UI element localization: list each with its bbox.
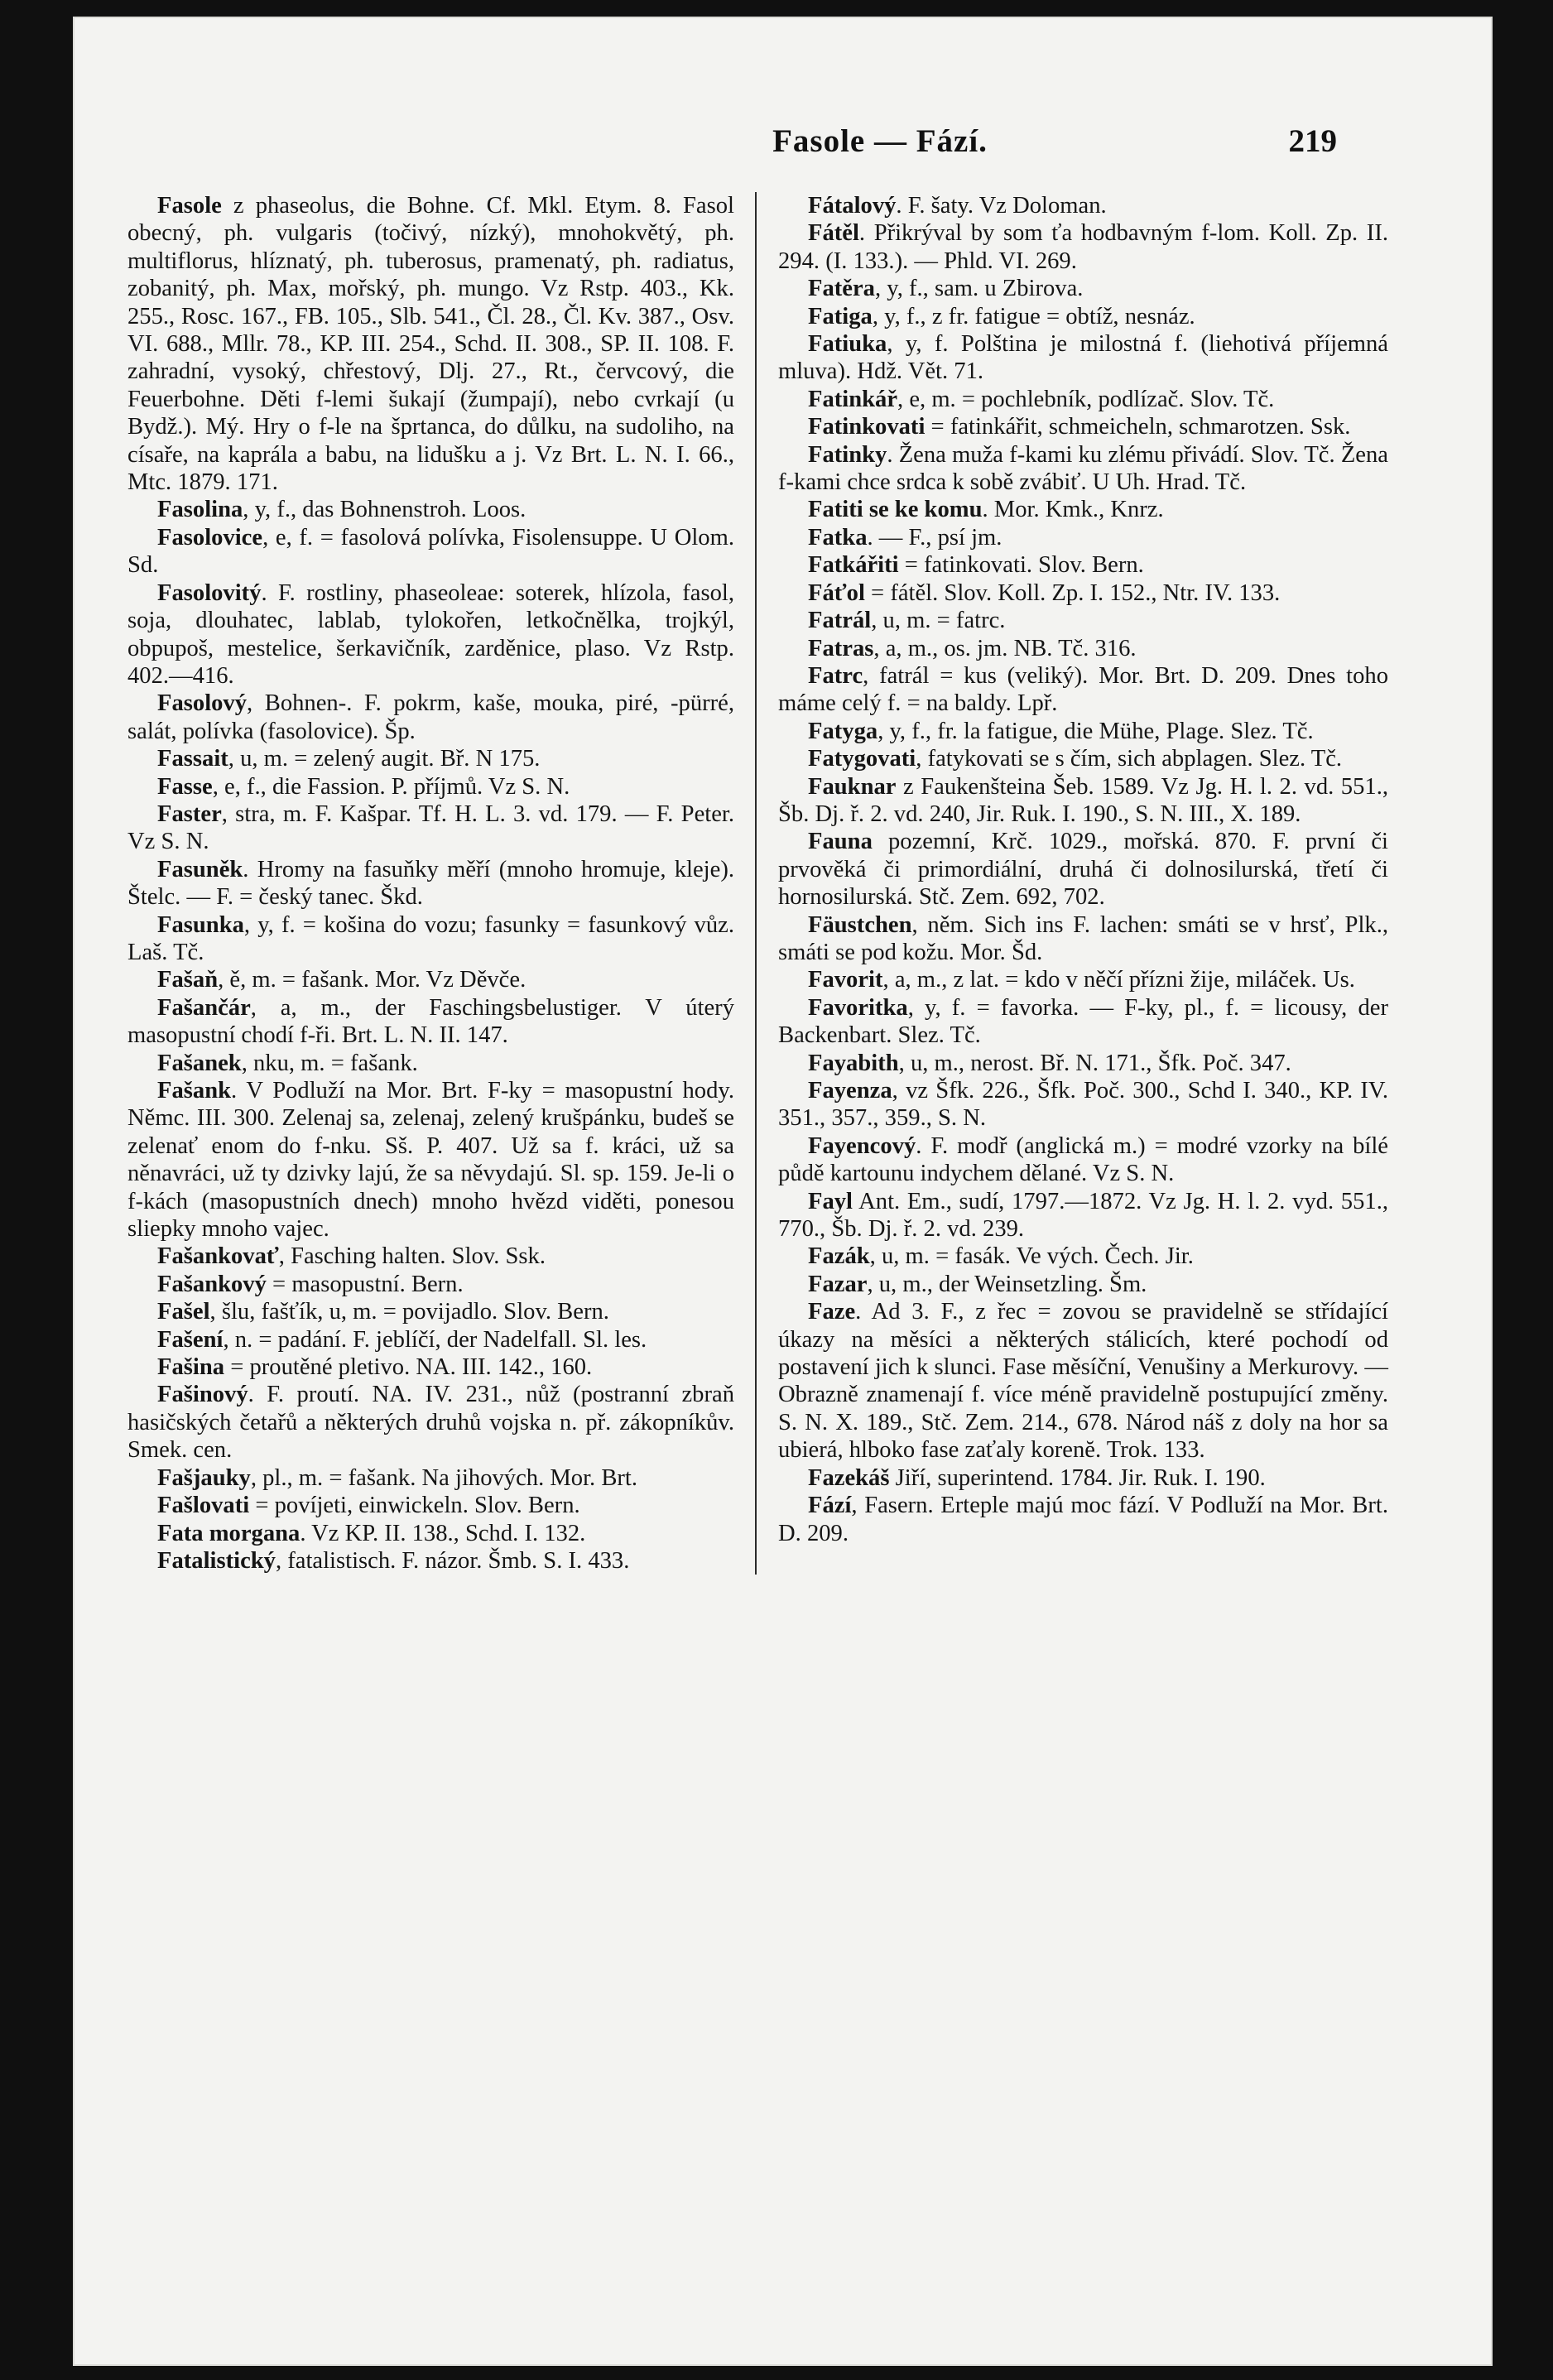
entry-definition: . F. proutí. NA. IV. 231., nůž (postranní zbraň hasičských četařů a některých druhů vojska n. př. zákopníkův. Smek. cen. [127,1382,734,1464]
entry-definition: . F. šaty. Vz Doloman. [896,193,1107,219]
dictionary-entry [778,607,1388,634]
entry-headword: Fasole [157,193,222,219]
dictionary-entry [778,441,1388,497]
entry-definition: , y, f., fr. la fatigue, die Mühe, Plage. Slez. Tč. [877,718,1314,744]
dictionary-entry [778,994,1388,1050]
entry-headword: Fasolovice [157,524,263,551]
entry-definition: . Přikrýval by som ťa hodbavným f-lom. Koll. Zp. II. 294. (I. 133.). — Phld. VI. 269. [778,220,1388,274]
entry-definition: , Fasern. Erteple majú moc fází. V Podluží na Mor. Brt. D. 209. [778,1493,1388,1546]
entry-definition: , Bohnen-. F. pokrm, kaše, mouka, piré, -pürré, salát, polívka (fasolovice). Šp. [127,690,734,744]
right-column [778,192,1388,1547]
dictionary-entry [127,1050,734,1077]
entry-definition: , u, m. = fatrc. [871,608,1006,634]
entry-headword: Fašančár [157,994,251,1021]
dictionary-entry [127,801,734,856]
entry-definition: , y, f. = košina do vozu; fasunky = fasunkový vůz. Laš. Tč. [127,911,734,965]
entry-definition: , e, f., die Fassion. P. příjmů. Vz S. N. [212,773,570,800]
entry-definition: = fatinkářit, schmeicheln, schmarotzen. Ssk. [925,414,1351,440]
entry-headword: Fata morgana [157,1520,301,1546]
dictionary-entry [127,1547,734,1575]
page-number: 219 [1288,123,1337,159]
dictionary-entry [127,773,734,801]
entry-headword: Fatiuka [808,331,887,358]
dictionary-entry [127,1271,734,1298]
dictionary-entry [778,662,1388,718]
entry-definition: . F. modř (anglická m.) = modré vzorky na bílé půdě kartounu indychem dělané. Vz S. N. [778,1132,1388,1187]
entry-definition: , a, m., der Faschingsbelustiger. V úterý masopustní chodí f-ři. Brt. L. N. II. 147. [127,994,734,1049]
entry-headword: Fayencový [808,1132,916,1159]
entry-headword: Fatinkovati [808,414,926,440]
entry-headword: Fašankovať [157,1243,279,1270]
dictionary-entry [127,1326,734,1353]
dictionary-entry [127,745,734,772]
entry-headword: Fašanek [157,1050,242,1076]
entry-definition: , ě, m. = fašank. Mor. Vz Děvče. [218,967,526,993]
entry-headword: Faze [808,1299,856,1325]
entry-headword: Favoritka [808,994,908,1021]
dictionary-entry [778,524,1388,551]
entry-definition: = proutěné pletivo. NA. III. 142., 160. [224,1354,593,1381]
dictionary-entry [778,1050,1388,1077]
entry-definition: , u, m. = zelený augit. Bř. N 175. [228,746,541,772]
dictionary-entry [778,718,1388,745]
entry-definition: , u, m., nerost. Bř. N. 171., Šfk. Poč. 347. [898,1050,1291,1076]
entry-definition: . F. rostliny, phaseoleae: soterek, hlízola, fasol, soja, dlouhatec, lablab, tylokořen, letkočnělka, trojkýl, obpupoš, mestelice, šerkavičník, zarděnice, plaso. Vz Rstp. 402.—416. [127,579,734,689]
entry-definition: . Mor. Kmk., Knrz. [982,497,1164,523]
dictionary-entry [127,1381,734,1464]
dictionary-entry [127,966,734,993]
entry-headword: Fasunka [157,911,244,938]
entry-definition: = masopustní. Bern. [266,1271,464,1297]
dictionary-entry [127,911,734,967]
entry-definition: pozemní, Krč. 1029., mořská. 870. F. první či prvověká či primordiální, druhá či dolnosilurská, třetí či hornosilurská. Stč. Zem. 692, 702. [778,829,1388,911]
entry-definition: , fatrál = kus (veliký). Mor. Brt. D. 209. Dnes toho máme celý f. = na baldy. Lpř. [778,662,1388,717]
dictionary-entry [127,1243,734,1270]
entry-definition: , y, f. = favorka. — F-ky, pl., f. = licousy, der Backenbart. Slez. Tč. [778,994,1388,1049]
entry-headword: Fasuněk [157,856,243,882]
entry-definition: , y, f., sam. u Zbirova. [874,276,1084,302]
entry-headword: Fatiga [808,303,873,329]
entry-headword: Fátěl [808,220,859,247]
dictionary-entry [778,911,1388,967]
entry-headword: Fašel [157,1299,210,1325]
entry-headword: Fašjauky [157,1464,251,1491]
dictionary-entry [127,1077,734,1243]
entry-definition: Ant. Em., sudí, 1797.—1872. Vz Jg. H. l. 2. vyd. 551., 770., Šb. Dj. ř. 2. vd. 239. [778,1188,1388,1243]
entry-headword: Fayl [808,1188,853,1214]
dictionary-entry [778,1077,1388,1132]
dictionary-entry [127,524,734,579]
entry-headword: Fazák [808,1243,870,1270]
entry-definition: = povíjeti, einwickeln. Slov. Bern. [249,1493,580,1519]
entry-definition: . V Podluží na Mor. Brt. F-ky = masopustní hody. Němc. III. 300. Zelenaj sa, zelenaj, zelený krušpánku, budeš se zelenať enom do f-nku. Sš. P. 407. Už sa f. kráci, už sa něnavráci, už ty dzivky lajú, že sa něvydajú. Sl. sp. 159. Je-li o f-kách (masopustních dnech) mnoho hvězd viděti, ponesou sliepky mnoho vajec. [127,1078,734,1243]
entry-headword: Fašankový [157,1271,267,1297]
entry-headword: Fäustchen [808,911,912,938]
entry-definition: , a, m., os. jm. NB. Tč. 316. [873,635,1137,661]
entry-definition: , fatalistisch. F. názor. Šmb. S. I. 433. [275,1547,630,1574]
entry-definition: , y, f., z fr. fatigue = obtíž, nesnáz. [872,303,1195,329]
entry-definition: Jiří, superintend. 1784. Jir. Ruk. I. 190. [889,1464,1266,1491]
entry-headword: Fatiti se ke komu [808,497,983,523]
dictionary-entry [778,1243,1388,1270]
entry-definition: . Ad 3. F., z řec = zovou se pravidelně se střídající úkazy na měsíci a některých stálicích, které pochodí od postavení jich k slunci. Fase měsíční, Venušiny a Merkurovy. — Obrazně znamenají f. více méně pravidelně postupující změny. S. N. X. 189., Stč. Zem. 214., 678. Národ náš z doly na hor sa ubierá, hlboko fase zaťaly korenĕ. Trok. 133. [778,1299,1388,1464]
dictionary-entry [778,303,1388,330]
dictionary-entry [127,690,734,745]
entry-definition: , n. = padání. F. jeblíčí, der Nadelfall. Sl. les. [223,1326,647,1353]
dictionary-entry [778,966,1388,993]
entry-definition: . Hromy na fasuňky měří (mnoho hromuje, kleje). Štelc. — F. = český tanec. Škd. [127,856,734,911]
left-column [127,192,734,1575]
dictionary-entry [778,579,1388,607]
dictionary-entry [778,219,1388,275]
entry-headword: Faster [157,801,222,827]
dictionary-entry [778,192,1388,219]
entry-definition: , pl., m. = fašank. Na jihových. Mor. Brt. [250,1464,638,1491]
dictionary-entry [778,1132,1388,1188]
dictionary-entry [127,1353,734,1381]
entry-definition: . Vz KP. II. 138., Schd. I. 132. [300,1520,586,1546]
entry-headword: Fasse [157,773,213,800]
entry-definition: , y, f. Polština je milostná f. (liehotivá příjemná mluva). Hdž. Vět. 71. [778,331,1388,385]
entry-headword: Fašení [157,1326,224,1353]
entry-definition: , fatykovati se s čím, sich abplagen. Slez. Tč. [916,746,1343,772]
dictionary-entry [778,496,1388,523]
entry-headword: Fašina [157,1354,225,1381]
dictionary-entry [778,773,1388,829]
dictionary-entry [127,192,734,496]
entry-definition: , y, f., das Bohnenstroh. Loos. [243,497,526,523]
entry-headword: Fatinky [808,441,887,468]
entry-headword: Favorit [808,967,883,993]
dictionary-entry [778,1271,1388,1298]
dictionary-entry [127,496,734,523]
dictionary-entry [778,1492,1388,1547]
dictionary-entry [778,413,1388,440]
entry-definition: z Faukenšteina Šeb. 1589. Vz Jg. H. l. 2. vd. 551., Šb. Dj. ř. 2. vd. 240, Jir. Ruk. I. 190., S. N. III., X. 189. [778,773,1388,827]
column-divider [755,192,757,1575]
dictionary-entry [127,856,734,911]
entry-headword: Fatinkář [808,386,898,412]
entry-headword: Fayenza [808,1078,892,1103]
entry-headword: Fazar [808,1271,868,1297]
entry-definition: = fátěl. Slov. Koll. Zp. I. 152., Ntr. IV. 133. [864,579,1281,606]
entry-headword: Fazekáš [808,1464,890,1491]
dictionary-entry [778,828,1388,911]
entry-definition: , e, f. = fasolová polívka, Fisolensuppe. U Olom. Sd. [127,524,734,579]
running-header: Fasole — Fází. [772,123,988,159]
entry-definition: , vz Šfk. 226., Šfk. Poč. 300., Schd I. 340., KP. IV. 351., 357., 359., S. N. [778,1078,1388,1132]
dictionary-entry [127,1298,734,1325]
entry-headword: Fauknar [808,773,897,800]
dictionary-entry [127,1520,734,1547]
entry-headword: Fatka [808,524,868,551]
dictionary-entry [778,1298,1388,1464]
entry-headword: Fasolový [157,690,248,717]
entry-definition: , něm. Sich ins F. lachen: smáti se v hrsť, Plk., smáti se pod kožu. Mor. Šd. [778,911,1388,965]
entry-headword: Fayabith [808,1050,899,1076]
dictionary-entry [778,551,1388,579]
entry-definition: , šlu, fašťík, u, m. = povijadlo. Slov. Bern. [209,1299,609,1325]
entry-headword: Fasolovitý [157,579,262,606]
entry-definition: z phaseolus, die Bohne. Cf. Mkl. Etym. 8. Fasol obecný, ph. vulgaris (točivý, nízký), mnohokvětý, ph. multiflorus, hlíznatý, ph. tuberosus, pramenatý, ph. radiatus, zobanitý, ph. Max, mořský, ph. mungo. Vz Rstp. 403., Kk. 255., Rosc. 167., FB. 105., Slb. 541., Čl. 28., Čl. Kv. 387., Osv. VI. 688., Mllr. 78., KP. III. 254., Schd. II. 308., SP. II. 108. F. zahradní, vysoký, chřestový, Dlj. 27., Rt., červcový, die Feuerbohne. Děti f-lemi šukají (žumpají), nebo cvrkají (u Bydž.). Mý. Hry o f-le na šprtanca, do důlku, na sudoliho, na císaře, na kaprála a babu, na lidušku a j. Vz Brt. L. N. I. 66., Mtc. 1879. 171. [127,193,734,496]
entry-headword: Fátalový [808,193,897,219]
entry-headword: Fatěra [808,276,875,302]
entry-headword: Fassait [157,746,228,772]
entry-headword: Fatalistický [157,1547,276,1574]
entry-headword: Fasolina [157,497,243,523]
dictionary-entry [778,386,1388,413]
entry-headword: Fauna [808,829,873,855]
entry-definition: . — F., psí jm. [867,524,1002,551]
dictionary-entry [127,994,734,1050]
entry-definition: = fatinkovati. Slov. Bern. [898,552,1144,579]
entry-definition: , stra, m. F. Kašpar. Tf. H. L. 3. vd. 179. — F. Peter. Vz S. N. [127,801,734,855]
dictionary-entry [778,1188,1388,1243]
entry-headword: Fází [808,1493,852,1519]
entry-definition: , u, m., der Weinsetzling. Šm. [867,1271,1147,1297]
dictionary-entry [778,745,1388,772]
entry-definition: , e, m. = pochlebník, podlízač. Slov. Tč. [897,386,1275,412]
dictionary-entry [778,1464,1388,1492]
entry-headword: Fašinový [157,1382,248,1408]
entry-definition: , Fasching halten. Slov. Ssk. [278,1243,546,1270]
dictionary-entry [778,330,1388,386]
entry-headword: Fatkářiti [808,552,899,579]
entry-headword: Fatrc [808,662,863,689]
entry-definition: , a, m., z lat. = kdo v něčí přízni žije, miláček. Us. [882,967,1355,993]
entry-headword: Fašlovati [157,1493,250,1519]
entry-headword: Fašaň [157,967,219,993]
dictionary-entry [127,1464,734,1492]
entry-definition: , u, m. = fasák. Ve vých. Čech. Jir. [869,1243,1194,1270]
entry-headword: Fatras [808,635,874,661]
entry-headword: Fašank [157,1078,231,1103]
dictionary-entry [127,1492,734,1519]
entry-headword: Fáťol [808,579,865,606]
entry-headword: Fatrál [808,608,872,634]
entry-definition: , nku, m. = fašank. [241,1050,418,1076]
entry-headword: Fatygovati [808,746,916,772]
entry-definition: . Žena muža f-kami ku zlému přivádí. Slov. Tč. Žena f-kami chce srdca k sobě zvábiť. U Uh. Hrad. Tč. [778,441,1388,496]
entry-headword: Fatyga [808,718,878,744]
dictionary-entry [778,635,1388,662]
dictionary-entry [778,275,1388,302]
dictionary-entry [127,579,734,690]
